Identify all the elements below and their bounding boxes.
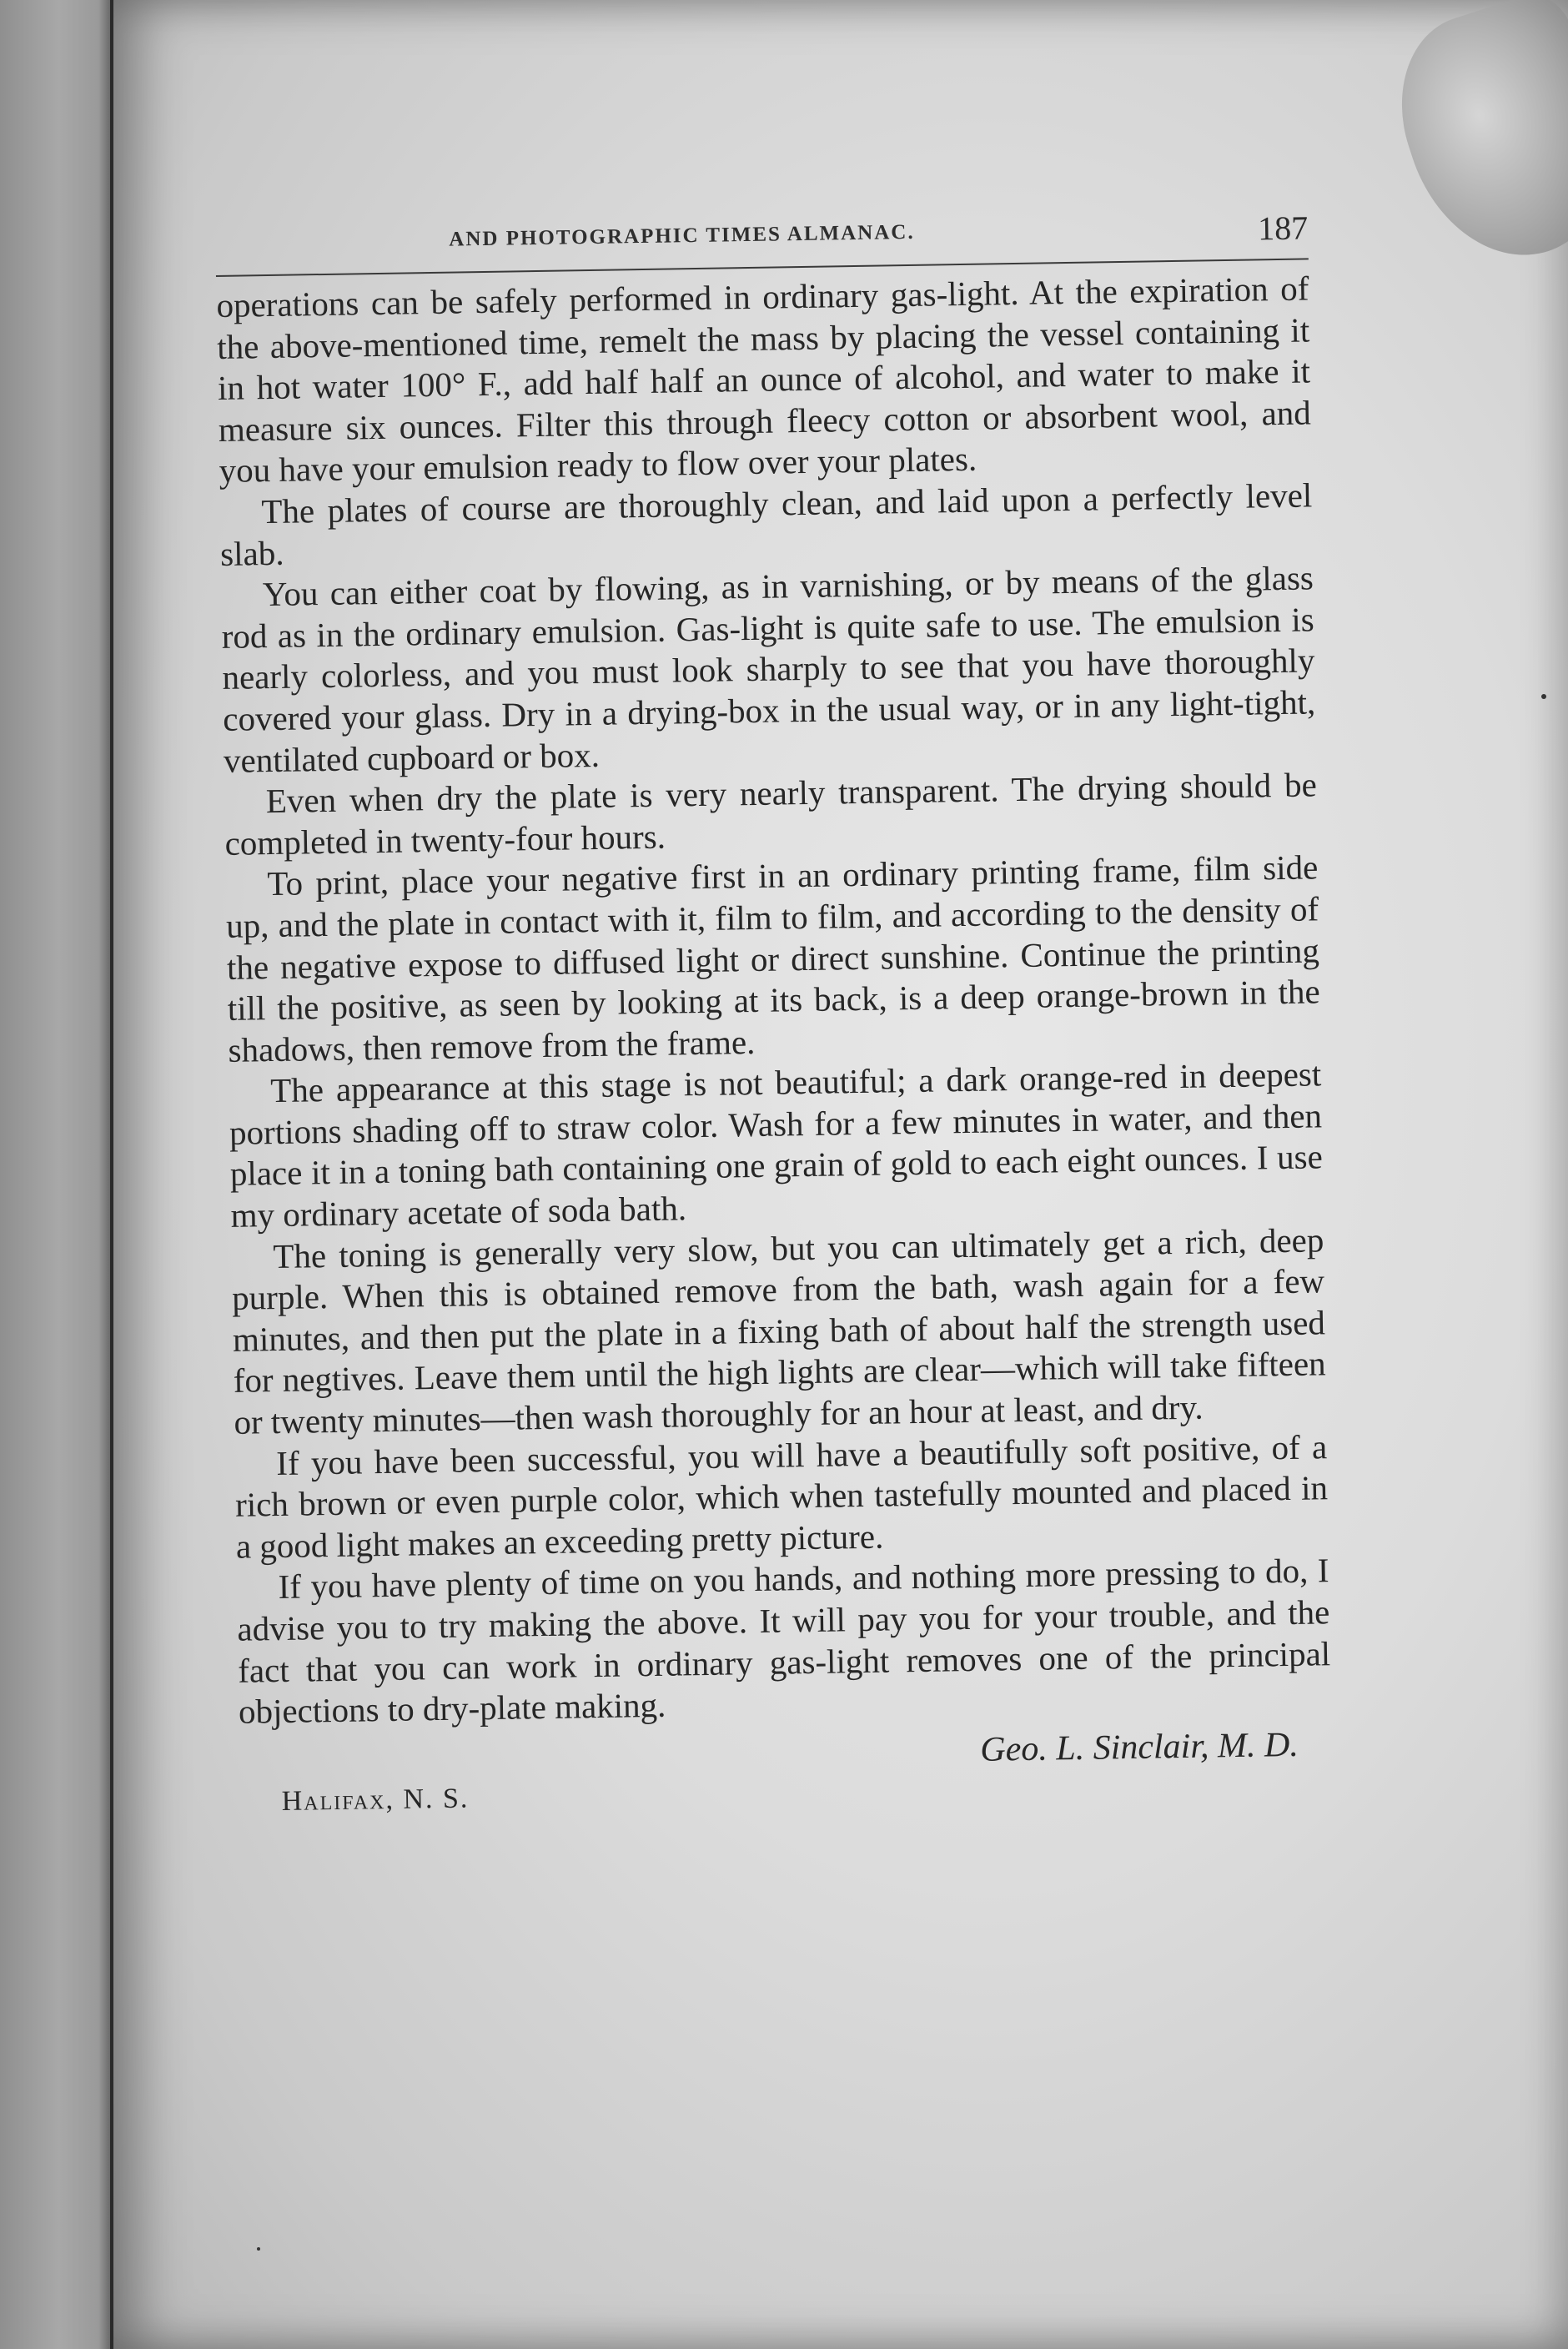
paragraph: The appearance at this stage is not beautiful; a dark orange-red in deepest portions shading off to straw color. Wash for a few minutes in water, and then place it in a toning bath containing one grain of gold to each eight ounces. I use my ordinary acetate of soda bath. — [229, 1054, 1324, 1235]
paragraph: To print, place your negative first in an ordinary printing frame, film side up, and the plate in contact with it, film to film, and according to the density of the negative expose to diffused light or direct sunshine. Continue the printing till the positive, as seen by looking at its back, is a deep orange-brown in the shadows, then remove from the frame. — [225, 848, 1320, 1069]
paragraph: You can either coat by flowing, as in varnishing, or by means of the glass rod as in the ordinary emulsion. Gas-light is quite safe to use. The emulsion is nearly colorless, and you must look sharply to see that you have thoroughly covered your glass. Dry in a drying-box in the usual way, or in any light-tight, ventilated cupboard or box. — [221, 558, 1316, 780]
dust-speck — [1541, 694, 1546, 699]
page-text-block — [215, 208, 1333, 1818]
paragraph: If you have plenty of time on you hands, and nothing more pressing to do, I advise you to try making the above. It will pay you for your trouble, and the fact that you can work in ordinary gas-light removes one of the principal objections to dry-plate making. — [237, 1551, 1331, 1731]
paragraph: The plates of course are thoroughly clean, and laid upon a perfectly level slab. — [219, 475, 1313, 573]
author-signature: Geo. L. Sinclair, M. D. — [979, 1725, 1299, 1769]
running-title: AND PHOTOGRAPHIC TIMES ALMANAC. — [449, 220, 915, 251]
dust-speck — [257, 2247, 260, 2251]
paragraph: If you have been successful, you will have a beautifully soft positive, of a rich brown or even purple color, which when tastefully mounted and placed in a good light makes an exceeding pretty picture. — [234, 1426, 1329, 1566]
paragraph: The toning is generally very slow, but you can ultimately get a rich, deep purple. When this is obtained remove from the bath, wash again for a few minutes, and then put the plate in a fixing bath of about half the strength used for negtives. Leave them until the high lights are clear—which will take fifteen or twenty minutes—then wash thoroughly for an hour at least, and dry. — [231, 1220, 1326, 1441]
page-number: 187 — [1257, 209, 1309, 248]
author-location: Halifax, N. S. — [281, 1783, 470, 1817]
previous-page-edge — [0, 0, 117, 2349]
article-body — [216, 268, 1331, 1733]
thumb — [1375, 0, 1568, 282]
paragraph: operations can be safely performed in ordinary gas-light. At the expiration of the above-mentioned time, remelt the mass by placing the vessel containing it in hot water 100° F., add half half an ounce of alcohol, and water to make it measure six ounces. Filter this through fleecy cotton or absorbent wool, and you have your emulsion ready to flow over your plates. — [216, 269, 1312, 490]
paragraph: Even when dry the plate is very nearly transparent. The drying should be completed in twenty-four hours. — [224, 765, 1318, 863]
